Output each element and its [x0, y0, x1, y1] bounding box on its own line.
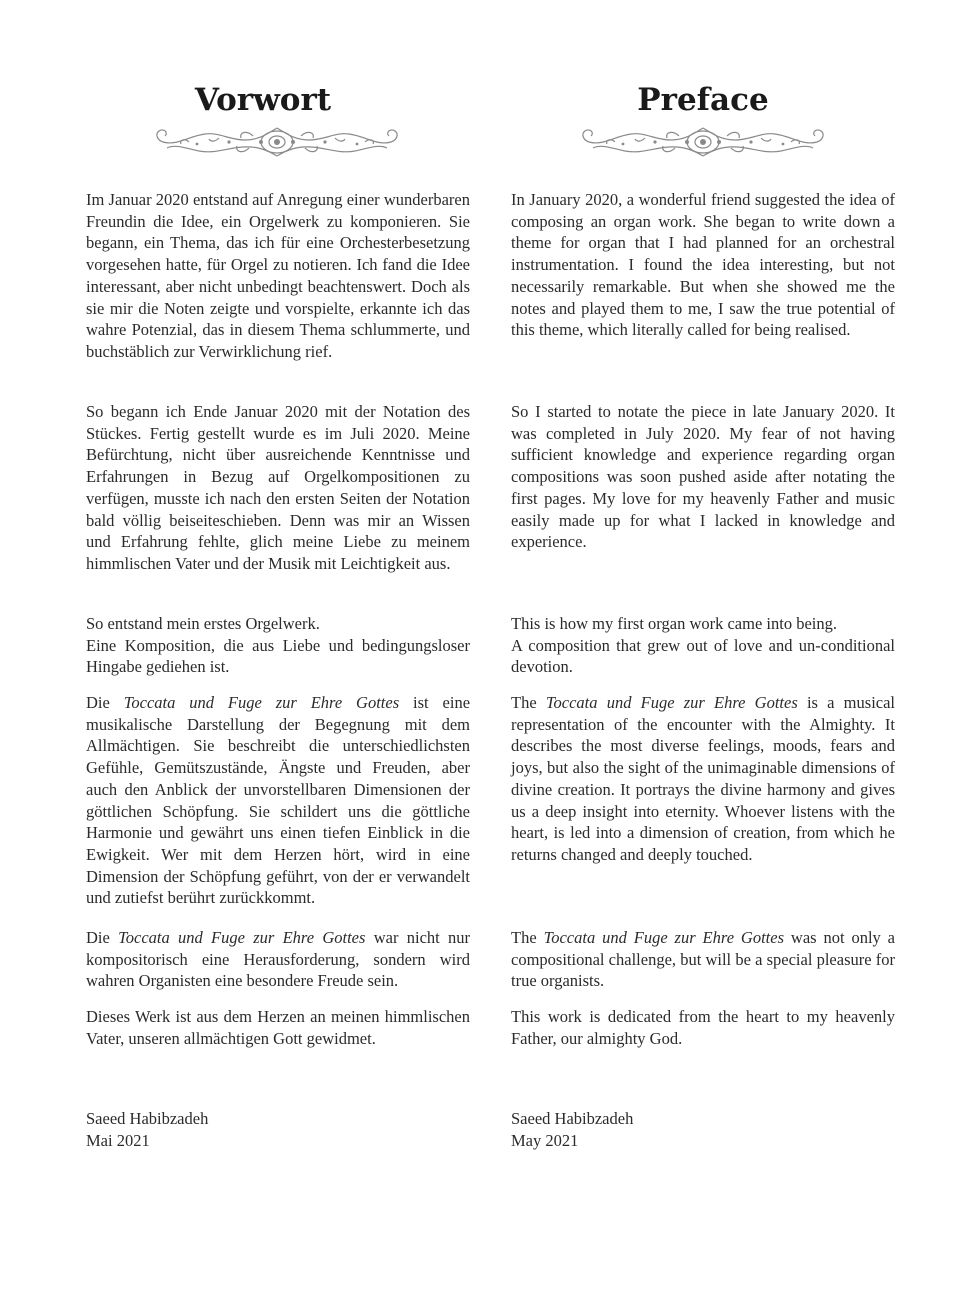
german-paragraph-5-lead: Die	[86, 928, 110, 947]
german-paragraph-4-body: ist eine musikalische Darstellung der Begegnung mit dem Allmächtigen. Sie beschreibt die unterschiedlichsten Gefühle, Gemütszustände, Ängste und Freuden, aber auch den Anblick der unvorstellbaren Dimensionen der göttlichen Schöpfung. Sie schildert uns die göttliche Harmonie und gewährt uns einen tiefen Einblick in die Ewigkeit. Wer mit dem Herzen hört, wird in eine Dimension der Schöpfung geführt, von der er verwandelt und zutiefst berührt zurückkommt.	[86, 693, 471, 908]
german-paragraph-5-body: war nicht nur kompositorisch eine Herausforderung, sondern wird wahren Organisten eine besondere Freude sein.	[86, 928, 470, 991]
english-paragraph-3-line-2: A composition that grew out of love and un-conditional devotion.	[511, 635, 895, 677]
german-work-title: Toccata und Fuge zur Ehre Gottes	[123, 693, 400, 712]
english-signature-name: Saeed Habibzadeh	[511, 1109, 634, 1128]
german-signature-name: Saeed Habibzadeh	[86, 1109, 209, 1128]
german-paragraph-3-line-2: Eine Komposition, die aus Liebe und bedingungsloser Hingabe gediehen ist.	[86, 635, 470, 677]
german-signature-date: Mai 2021	[86, 1131, 150, 1150]
english-paragraph-5	[511, 927, 895, 992]
german-paragraph-6: Dieses Werk ist aus dem Herzen an meinen himmlischen Vater, unseren allmächtigen Gott gewidmet.	[86, 1007, 470, 1048]
english-paragraph-3	[511, 613, 895, 678]
ornament-divider-icon	[149, 120, 405, 164]
english-paragraph-4-lead: The	[511, 693, 537, 712]
english-paragraph-4	[511, 692, 895, 866]
german-paragraph-2: So begann ich Ende Januar 2020 mit der Notation des Stückes. Fertig gestellt wurde es im Juli 2020. Meine Befürchtung, nicht über ausreichende Kenntnisse und Erfahrungen in Bezug auf Orgelkompositionen zu verfügen, musste ich nach den ersten Seiten der Notation bald völlig beiseiteschieben. Denn was mir an Wissen und Erfahrung fehlte, glich meine Liebe zu meinem himmlischen Vater und der Musik mit Leichtigkeit aus.	[86, 402, 470, 573]
german-paragraph-4	[86, 692, 470, 909]
english-title: Preface	[637, 82, 769, 118]
english-work-title-2: Toccata und Fuge zur Ehre Gottes	[543, 928, 784, 947]
english-paragraph-3-line-1: This is how my first organ work came into being.	[511, 614, 837, 633]
german-title: Vorwort	[194, 82, 332, 118]
german-work-title-2: Toccata und Fuge zur Ehre Gottes	[118, 928, 366, 947]
english-work-title: Toccata und Fuge zur Ehre Gottes	[545, 693, 798, 712]
german-paragraph-4-lead: Die	[86, 693, 110, 712]
german-paragraph-1: Im Januar 2020 entstand auf Anregung einer wunderbaren Freundin die Idee, ein Orgelwerk zu komponieren. Sie begann, ein Thema, das ich für eine Orchesterbesetzung vorgesehen hatte, für Orgel zu notieren. Ich fand die Idee interessant, aber nicht unbedingt beachtenswert. Doch als sie mir die Noten zeigte und vorspielte, erkannte ich das wahre Potenzial, das in diesem Thema schlummerte, und buchstäblich zur Verwirklichung rief.	[86, 190, 470, 361]
english-paragraph-5-body: was not only a compositional challenge, but will be a special pleasure for true organists.	[511, 928, 896, 991]
english-paragraph-5-lead: The	[511, 928, 537, 947]
german-paragraph-5	[86, 927, 470, 992]
ornament-divider-icon	[575, 120, 831, 164]
english-signature-date: May 2021	[511, 1131, 579, 1150]
german-paragraph-3-line-1: So entstand mein erstes Orgelwerk.	[86, 614, 320, 633]
english-paragraph-1: In January 2020, a wonderful friend suggested the idea of composing an organ work. She began to write down a theme for organ that I had planned for an orchestral instrumentation. I found the idea interesting, but not necessarily remarkable. But when she showed me the notes and played them to me, I saw the true potential of this theme, which literally called for being realised.	[511, 190, 895, 340]
german-paragraph-3	[86, 613, 470, 678]
english-paragraph-4-body: is a musical representation of the encounter with the Almighty. It describes the most diverse feelings, moods, fears and joys, but also the sight of the unimaginable dimensions of divine creation. It portrays the divine harmony and gives us a deep insight into eternity. Whoever listens with the heart, is led into a dimension of creation, from which he returns changed and deeply touched.	[511, 693, 896, 864]
english-paragraph-6: This work is dedicated from the heart to my heavenly Father, our almighty God.	[511, 1007, 895, 1048]
english-paragraph-2: So I started to notate the piece in late January 2020. It was completed in July 2020. My fear of not having sufficient knowledge and experience regarding organ compositions was soon pushed aside after notating the first pages. My love for my heavenly Father and music easily made up for what I lacked in knowledge and experience.	[511, 402, 895, 552]
